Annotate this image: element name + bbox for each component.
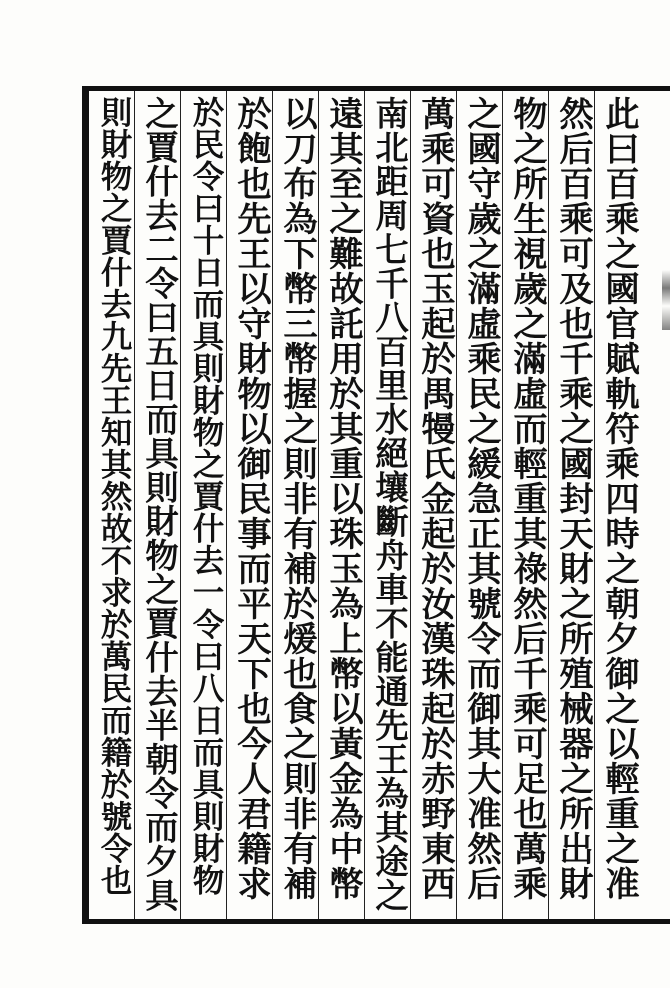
text-column: 物之所生視歲之滿虛而輕重其祿然后千乘可足也萬乘 [507,96,547,901]
text-column: 遠其至之難故託用於其重以珠玉為上幣以黃金為中幣 [323,96,363,901]
text-column: 以刀布為下幣三幣握之則非有補於煖也食之則非有補 [277,96,317,901]
text-column: 於飽也先王以守財物以御民事而平天下也今人君籍求 [231,96,271,901]
text-column: 萬乘可資也玉起於禺𤛔氏金起於汝漢珠起於赤野東西 [415,96,455,901]
text-column: 則財物之賈什去九先王知其然故不求於萬民而籍於號令也 [95,96,131,896]
page-edge-mark [662,270,670,330]
text-column: 然后百乘可及也千乘之國封天財之所殖械器之所出財 [553,96,593,901]
text-column: 此曰百乘之國官賦軌符乘四時之朝夕御之以輕重之准 [599,96,639,901]
text-column: 之賈什去二令曰五日而具則財物之賈什去半朝令而夕具 [140,96,179,912]
text-column: 南北距周七千八百里水絕壤斷舟車不能通先王為其途之 [370,96,409,912]
text-column: 之國守歲之滿虛乘民之緩急正其號令而御其大准然后 [461,96,501,901]
text-column: 於民令曰十日而具則財物之賈什去一令曰八日而具則財物 [187,96,223,896]
